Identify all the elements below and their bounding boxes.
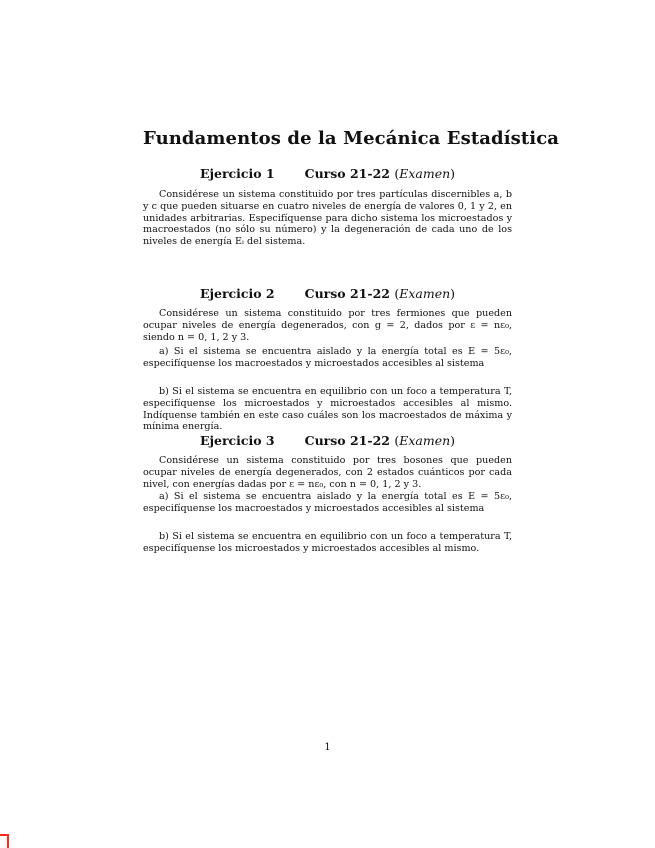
exercise-1-heading: Ejercicio 1 Curso 21-22 (Examen) bbox=[199, 166, 456, 181]
exercise-3-part-b: b) Si el sistema se encuentra en equilibrio con un foco a temperatura T, especifíquense los microestados y microestados accesibles al mismo. bbox=[143, 531, 512, 554]
exercise-1-course: Curso 21-22 bbox=[304, 166, 390, 181]
exercise-2-course: Curso 21-22 bbox=[304, 286, 390, 301]
crop-corner-mark bbox=[0, 834, 9, 848]
exercise-3-part-a: a) Si el sistema se encuentra aislado y la energía total es E = 5ε₀, especifíquense los macroestados y microestados accesibles al sistema bbox=[143, 491, 512, 514]
exercise-2-label: Ejercicio 2 bbox=[199, 286, 275, 301]
exercise-2-exam: Examen bbox=[399, 286, 451, 301]
exercise-1-label: Ejercicio 1 bbox=[199, 166, 275, 181]
exercise-3-course: Curso 21-22 bbox=[304, 433, 390, 448]
exercise-3-statement: Considérese un sistema constituido por tres bosones que pueden ocupar niveles de energía degenerados, con 2 estados cuánticos por cada nivel, con energías dadas por ε = nε₀, con n = 0, 1, 2 y 3. bbox=[143, 455, 512, 490]
exercise-2-heading: Ejercicio 2 Curso 21-22 (Examen) bbox=[199, 286, 456, 301]
document-title: Fundamentos de la Mecánica Estadística bbox=[143, 128, 560, 149]
exercise-1-exam: Examen bbox=[399, 166, 451, 181]
exercise-2-part-a: a) Si el sistema se encuentra aislado y la energía total es E = 5ε₀, especifíquense los macroestados y microestados accesibles al sistema bbox=[143, 346, 512, 369]
exercise-2-statement: Considérese un sistema constituido por tres fermiones que pueden ocupar niveles de energía degenerados, con g = 2, dados por ε = nε₀, siendo n = 0, 1, 2 y 3. bbox=[143, 308, 512, 343]
exercise-3-exam: Examen bbox=[399, 433, 451, 448]
exercise-2-part-b: b) Si el sistema se encuentra en equilibrio con un foco a temperatura T, especifíquense los microestados y microestados accesibles al mismo. Indíquense también en este caso cuáles son los macroestados de máxima y mínima energía. bbox=[143, 386, 512, 433]
exercise-1-statement: Considérese un sistema constituido por tres partículas discernibles a, b y c que pueden situarse en cuatro niveles de energía de valores 0, 1 y 2, en unidades arbitrarias. Especifíquense para dicho sistema los microestados y macroestados (no sólo su número) y la degeneración de cada uno de los niveles de energía Eᵢ del sistema. bbox=[143, 189, 512, 248]
exercise-3-label: Ejercicio 3 bbox=[199, 433, 275, 448]
page-number: 1 bbox=[324, 742, 331, 753]
exercise-3-heading: Ejercicio 3 Curso 21-22 (Examen) bbox=[199, 433, 456, 448]
